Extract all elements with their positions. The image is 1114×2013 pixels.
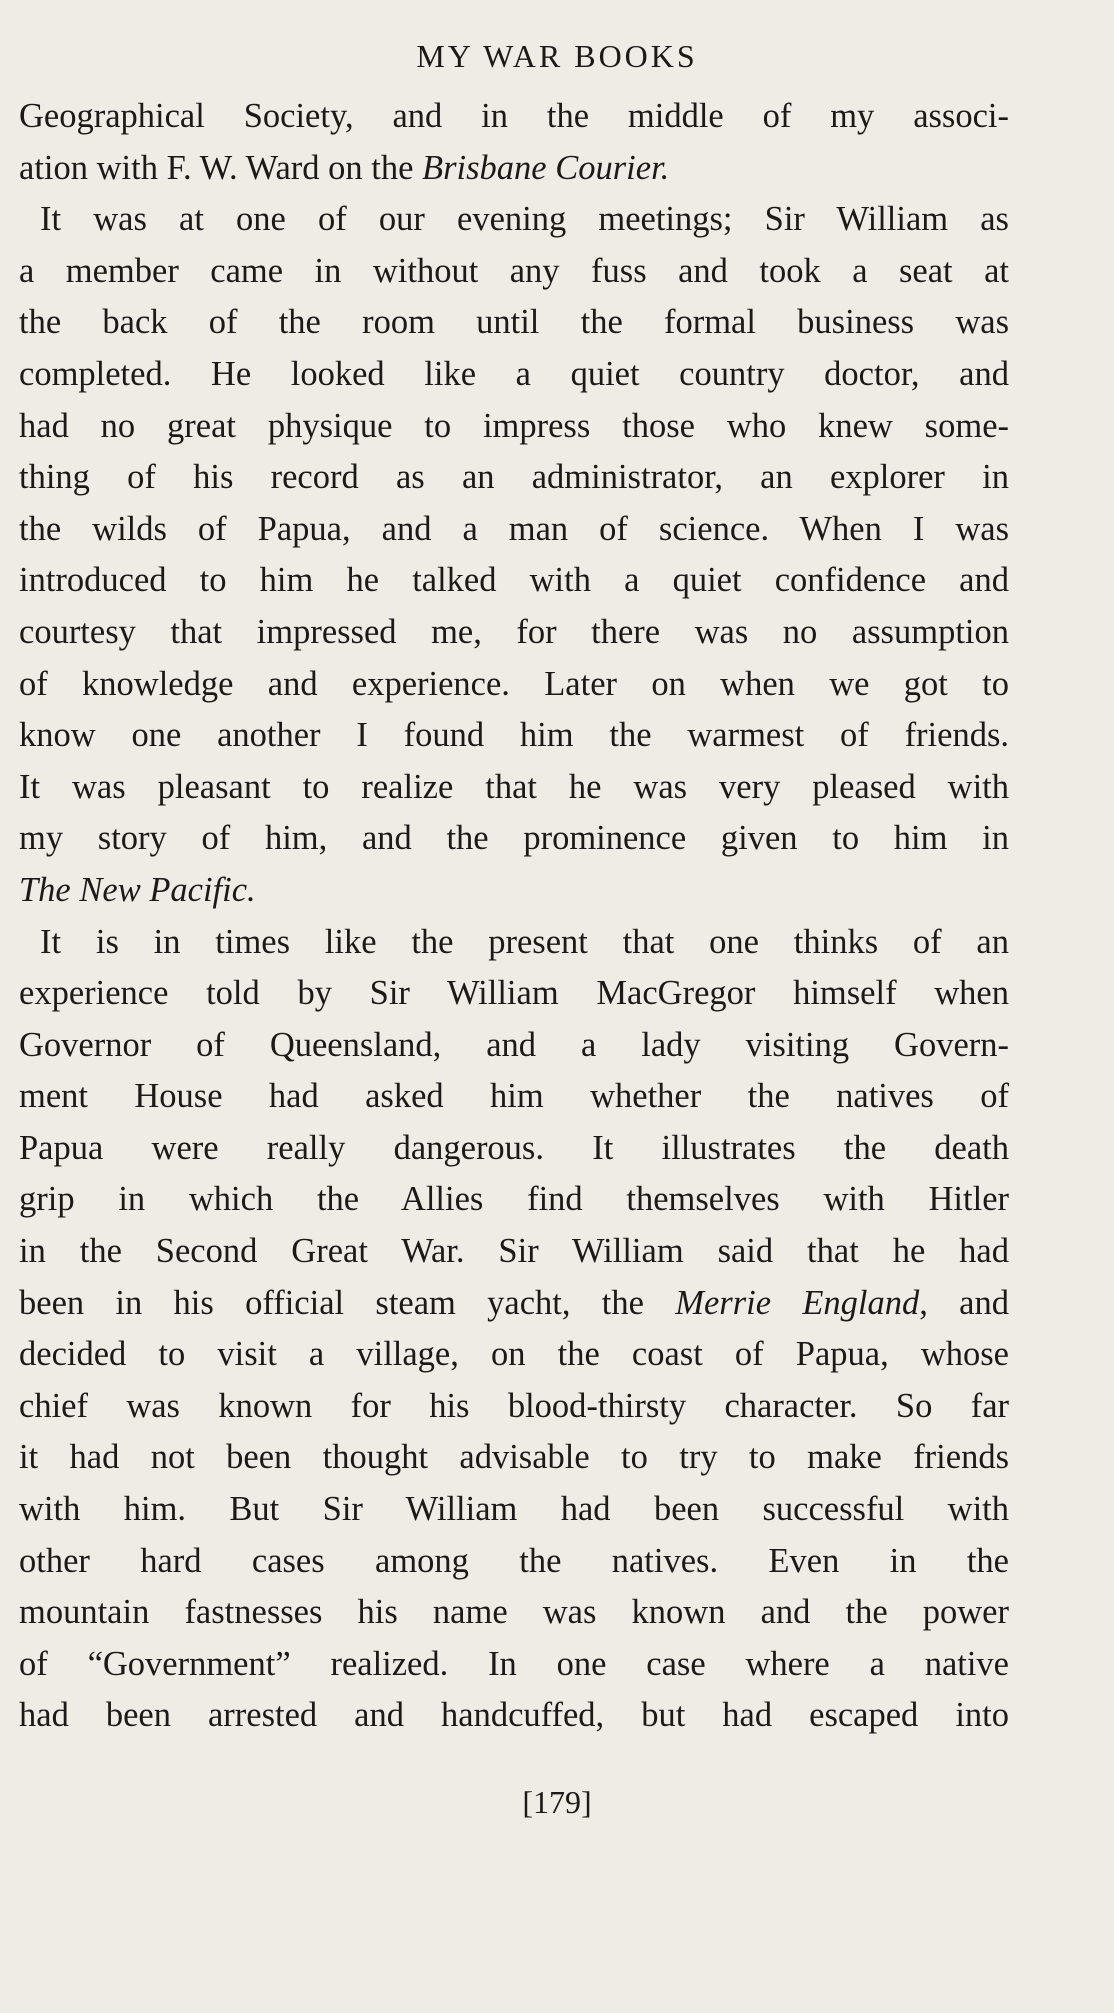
text-line	[19, 452, 1009, 504]
text-line	[19, 710, 1009, 762]
text-line	[19, 143, 1009, 195]
text-run: know one another I found him the warmest of friends.	[19, 716, 1009, 755]
text-line	[19, 1432, 1009, 1484]
text-run: Geographical Society, and in the middle of my associ-	[19, 97, 1009, 135]
text-run: Governor of Queensland, and a lady visiting Govern-	[19, 1025, 1009, 1064]
text-run: of “Government” realized. In one case where a native	[19, 1644, 1009, 1683]
text-line	[19, 1071, 1009, 1123]
text-line	[19, 1020, 1009, 1072]
text-run: grip in which the Allies find themselves with Hitler	[19, 1180, 1009, 1219]
text-run: it had not been thought advisable to try to make friends	[19, 1438, 1009, 1477]
text-run: experience told by Sir William MacGregor himself when	[19, 974, 1009, 1013]
text-line	[19, 1226, 1009, 1278]
text-line	[19, 401, 1009, 453]
text-line	[19, 1278, 1009, 1330]
text-run: had no great physique to impress those who knew some-	[19, 406, 1009, 445]
italic-title: Brisbane Courier.	[422, 148, 670, 187]
text-run: ation with F. W. Ward on the	[19, 148, 423, 187]
text-run: completed. He looked like a quiet country doctor, and	[19, 354, 1009, 393]
body-text	[19, 91, 1009, 1742]
text-run: other hard cases among the natives. Even in the	[19, 1541, 1009, 1580]
text-run: mountain fastnesses his name was known and the power	[19, 1593, 1009, 1632]
text-run: of knowledge and experience. Later on when we got to	[19, 664, 1009, 703]
text-run: with him. But Sir William had been successful with	[19, 1490, 1009, 1529]
text-run: Papua were really dangerous. It illustrates the death	[19, 1128, 1009, 1167]
text-line	[19, 659, 1009, 711]
text-line	[19, 1587, 1009, 1639]
text-line	[19, 1639, 1009, 1691]
running-head: MY WAR BOOKS	[416, 38, 698, 74]
text-run: introduced to him he talked with a quiet confidence and	[19, 561, 1009, 600]
page-number: [179]	[522, 1784, 592, 1820]
text-line	[19, 297, 1009, 349]
text-line	[19, 1536, 1009, 1588]
text-line	[19, 968, 1009, 1020]
italic-title: Merrie England	[675, 1283, 920, 1322]
text-run: decided to visit a village, on the coast of Papua, whose	[19, 1335, 1009, 1374]
text-line	[19, 917, 1009, 969]
text-run: been in his official steam yacht, the	[19, 1283, 676, 1322]
text-run: thing of his record as an administrator, an explorer in	[19, 458, 1009, 497]
text-line	[19, 1174, 1009, 1226]
text-run: courtesy that impressed me, for there was no assumption	[19, 612, 1009, 651]
text-line	[19, 194, 1009, 246]
text-run: my story of him, and the prominence given to him in	[19, 819, 1009, 858]
text-line	[19, 1329, 1009, 1381]
text-line	[19, 865, 1009, 917]
text-line	[19, 349, 1009, 401]
text-run: chief was known for his blood-thirsty character. So far	[19, 1386, 1009, 1425]
text-line	[19, 1123, 1009, 1175]
text-run: a member came in without any fuss and took a seat at	[19, 251, 1009, 290]
text-line	[19, 762, 1009, 814]
italic-title: The New Pacific.	[19, 870, 256, 909]
text-run: , and	[919, 1283, 1009, 1322]
text-run: the back of the room until the formal business was	[19, 303, 1009, 342]
text-line	[19, 1484, 1009, 1536]
text-line	[19, 504, 1009, 556]
text-run: It was pleasant to realize that he was very pleased with	[19, 767, 1009, 806]
text-line	[19, 246, 1009, 298]
text-line	[19, 91, 1009, 143]
text-line	[19, 813, 1009, 865]
text-run: the wilds of Papua, and a man of science. When I was	[19, 509, 1009, 548]
text-line	[19, 1381, 1009, 1433]
text-run: in the Second Great War. Sir William said that he had	[19, 1232, 1009, 1271]
text-run: It is in times like the present that one thinks of an	[40, 922, 1009, 961]
text-line	[19, 555, 1009, 607]
text-run: ment House had asked him whether the natives of	[19, 1077, 1009, 1116]
text-run: It was at one of our evening meetings; Sir William as	[40, 200, 1009, 239]
text-run: had been arrested and handcuffed, but had escaped into	[19, 1696, 1009, 1735]
text-line	[19, 607, 1009, 659]
text-line	[19, 1690, 1009, 1742]
